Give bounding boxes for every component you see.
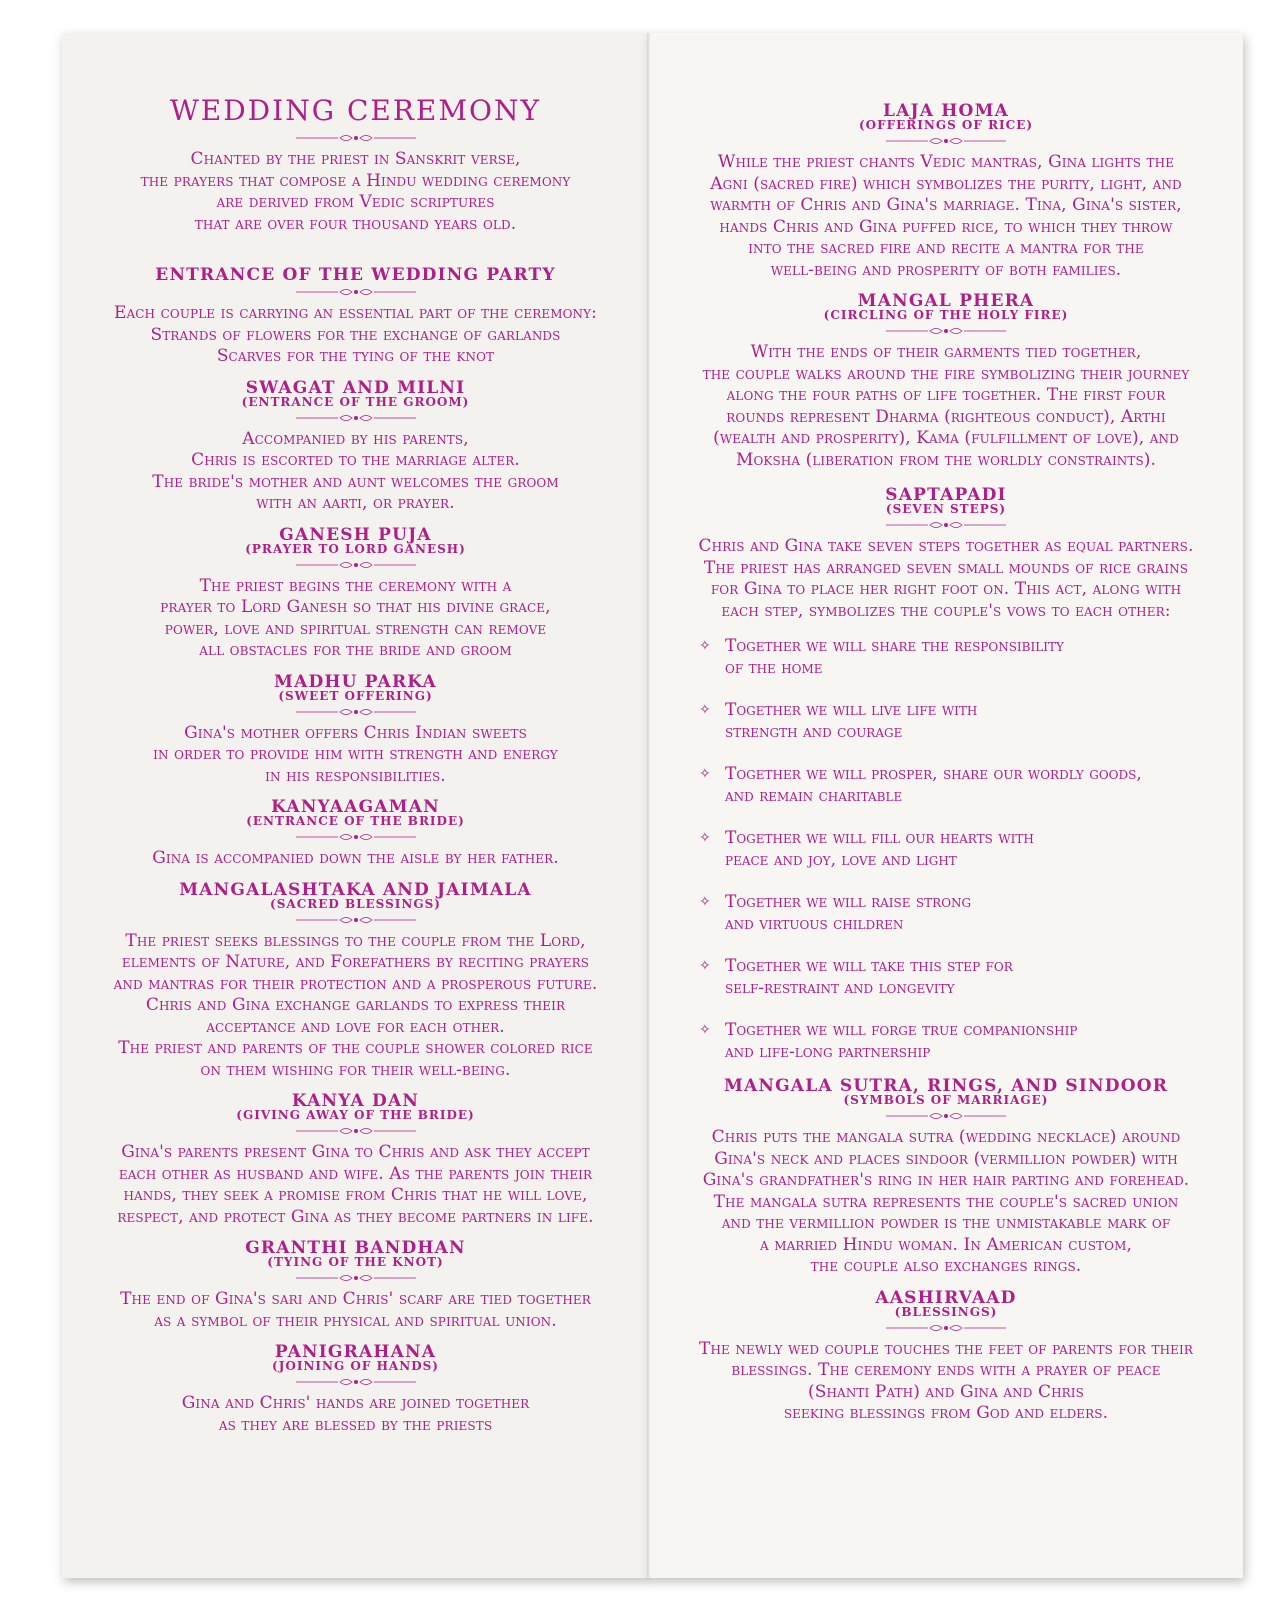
ceremony-section <box>62 799 649 870</box>
section-text: Gina's mother offers Chris Indian sweets in order to provide him with strength and energy in his responsibilities. <box>153 722 558 786</box>
vow-text: Together we will raise strong and virtuous children <box>725 892 972 934</box>
section-subtitle: (JOINING OF HANDS) <box>272 1359 439 1373</box>
section-text: Accompanied by his parents, Chris is escorted to the marriage alter. The bride's mother and aunt welcomes the groom with an aarti, or prayer. <box>152 428 559 513</box>
section-title: MANGALASHTAKA AND JAIMALA <box>179 879 532 900</box>
section-subtitle: (SACRED BLESSINGS) <box>270 896 441 911</box>
right-panel <box>649 33 1243 1578</box>
section-title: MANGAL PHERA <box>857 291 1035 311</box>
sparkle-bullet-icon: ✧ <box>699 958 711 974</box>
vow-text: Together we will share the responsibility of the home <box>725 636 1064 678</box>
vow-item <box>699 828 1243 871</box>
flourish-divider-icon <box>296 413 416 423</box>
vow-item <box>699 636 1243 679</box>
vow-item <box>699 956 1243 999</box>
section-subtitle: (SEVEN STEPS) <box>885 502 1007 516</box>
sparkle-bullet-icon: ✧ <box>699 830 711 846</box>
vow-text: Together we will forge true companionship and life-long partnership <box>725 1020 1078 1062</box>
fold-line <box>647 33 650 1578</box>
flourish-divider-icon <box>296 1273 416 1283</box>
section-subtitle: (ENTRANCE OF THE GROOM) <box>241 394 470 409</box>
vow-item <box>699 892 1243 935</box>
flourish-divider-icon <box>886 326 1006 336</box>
section-text: Gina's parents present Gina to Chris and ask they accept each other as husband and wife. As the parents join their hands, they seek a promise from Chris that he will love, respect, and protect Gina as they become partners in life. <box>117 1142 594 1227</box>
section-subtitle: (SWEET OFFERING) <box>278 688 433 703</box>
section-title: LAJA HOMA <box>883 101 1009 121</box>
vow-text: Together we will live life with strength and courage <box>725 700 978 742</box>
flourish-divider-icon <box>886 1323 1006 1333</box>
flourish-divider-icon <box>296 915 416 925</box>
ceremony-section <box>649 1287 1243 1425</box>
section-title: AASHIRVAAD <box>875 1287 1017 1308</box>
section-subtitle: (CIRCLING OF THE HOLY FIRE) <box>823 308 1069 322</box>
flourish-divider-icon <box>296 287 416 297</box>
flourish-divider-icon <box>296 560 416 570</box>
flourish-divider-icon <box>886 1111 1006 1121</box>
ceremony-section <box>62 1240 649 1332</box>
ceremony-section <box>62 267 649 368</box>
intro-text: Chanted by the priest in Sanskrit verse, the prayers that compose a Hindu wedding ceremony are derived from Vedic scriptures that are over four thousand years old. <box>140 149 571 234</box>
section-subtitle: (ENTRANCE OF THE BRIDE) <box>246 814 465 828</box>
sparkle-bullet-icon: ✧ <box>699 1022 711 1038</box>
flourish-divider-icon <box>886 136 1006 146</box>
vow-text: Together we will prosper, share our wordly goods, and remain charitable <box>725 764 1142 806</box>
section-subtitle: (OFFERINGS OF RICE) <box>858 118 1034 132</box>
section-text: Each couple is carrying an essential part of the ceremony: Strands of flowers for the exchange of garlands Scarves for the tying of the knot <box>113 303 597 366</box>
ceremony-section <box>649 293 1243 471</box>
flourish-divider-icon <box>296 1377 416 1387</box>
vow-text: Together we will take this step for self-restraint and longevity <box>725 956 1013 998</box>
section-title: GANESH PUJA <box>279 524 432 545</box>
section-title: ENTRANCE OF THE WEDDING PARTY <box>155 265 556 285</box>
section-text: Gina is accompanied down the aisle by her father. <box>152 848 559 868</box>
section-title: SWAGAT AND MILNI <box>245 377 466 398</box>
flourish-divider-icon <box>296 133 416 143</box>
ceremony-section <box>62 524 649 662</box>
ceremony-section <box>62 1093 649 1228</box>
section-subtitle: (BLESSINGS) <box>894 1304 998 1319</box>
section-title: KANYAAGAMAN <box>271 797 440 817</box>
section-subtitle: (TYING OF THE KNOT) <box>267 1255 444 1269</box>
section-title: MADHU PARKA <box>274 671 437 692</box>
vows-list <box>649 636 1243 1063</box>
section-title: KANYA DAN <box>291 1091 420 1111</box>
section-text: Chris and Gina take seven steps together as equal partners. The priest has arranged seven small mounds of rice grains for Gina to place her right foot on. This act, along with each step, symbolizes the couple's vows to each other: <box>698 536 1194 621</box>
sparkle-bullet-icon: ✧ <box>699 638 711 654</box>
section-title: GRANTHI BANDHAN <box>245 1238 466 1258</box>
ceremony-section <box>649 1078 1243 1278</box>
section-subtitle: (PRAYER TO LORD GANESH) <box>245 541 466 556</box>
flourish-divider-icon <box>296 832 416 842</box>
ceremony-section <box>649 487 1243 622</box>
section-title: SAPTAPADI <box>885 485 1007 505</box>
left-panel <box>62 33 649 1578</box>
sparkle-bullet-icon: ✧ <box>699 894 711 910</box>
section-text: The priest begins the ceremony with a prayer to Lord Ganesh so that his divine grace, power, love and spiritual strength can remove all obstacles for the bride and groom <box>160 575 551 660</box>
ceremony-section <box>649 103 1243 281</box>
section-text: The priest seeks blessings to the couple from the Lord, elements of Nature, and Forefathers by reciting prayers and mantras for their protection and a prosperous future. Chris and Gina exchange garlands to express their acceptance and love for each other. The priest and parents of the couple shower colored rice on them wishing for their well-being. <box>113 930 598 1080</box>
section-text: Gina and Chris' hands are joined together as they are blessed by the priests <box>181 1393 530 1435</box>
vow-item <box>699 764 1243 807</box>
vow-item <box>699 1020 1243 1063</box>
section-text: While the priest chants Vedic mantras, Gina lights the Agni (sacred fire) which symbolizes the purity, light, and warmth of Chris and Gina's marriage. Tina, Gina's sister, hands Chris and Gina puffed rice, to which they throw into the sacred fire and recite a mantra for the well-being and prosperity of both families. <box>710 152 1182 280</box>
ceremony-section <box>62 377 649 515</box>
flourish-divider-icon <box>886 520 1006 530</box>
ceremony-section <box>62 879 649 1082</box>
flourish-divider-icon <box>296 1126 416 1136</box>
section-text: The newly wed couple touches the feet of parents for their blessings. The ceremony ends with a prayer of peace (Shanti Path) and Gina and Chris seeking blessings from God and elders. <box>699 1338 1193 1423</box>
section-title: PANIGRAHANA <box>274 1342 437 1362</box>
section-title: MANGALA SUTRA, RINGS, AND SINDOOR <box>723 1076 1169 1096</box>
sparkle-bullet-icon: ✧ <box>699 702 711 718</box>
section-subtitle: (GIVING AWAY OF THE BRIDE) <box>236 1108 475 1122</box>
section-text: The end of Gina's sari and Chris' scarf are tied together as a symbol of their physical and spiritual union. <box>120 1289 591 1331</box>
sparkle-bullet-icon: ✧ <box>699 766 711 782</box>
flourish-divider-icon <box>296 707 416 717</box>
ceremony-section <box>62 1344 649 1436</box>
vow-item <box>699 700 1243 743</box>
section-subtitle: (SYMBOLS OF MARRIAGE) <box>843 1093 1049 1107</box>
section-text: With the ends of their garments tied together, the couple walks around the fire symbolizing their journey along the four paths of life together. The first four rounds represent Dharma (righteous conduct), Arthi (wealth and prosperity), Kama (fulfillment of love), and Moksha (liberation from the worldly constraints). <box>702 342 1190 470</box>
ceremony-section <box>62 671 649 788</box>
page-title: WEDDING CEREMONY <box>170 94 541 127</box>
vow-text: Together we will fill our hearts with peace and joy, love and light <box>725 828 1034 870</box>
section-text: Chris puts the mangala sutra (wedding necklace) around Gina's neck and places sindoor (vermillion powder) with Gina's grandfather's ring in her hair parting and forehead. The mangala sutra represents the couple's sacred union and the vermillion powder is the unmistakable mark of a married Hindu woman. In American custom, the couple also exchanges rings. <box>702 1127 1190 1276</box>
